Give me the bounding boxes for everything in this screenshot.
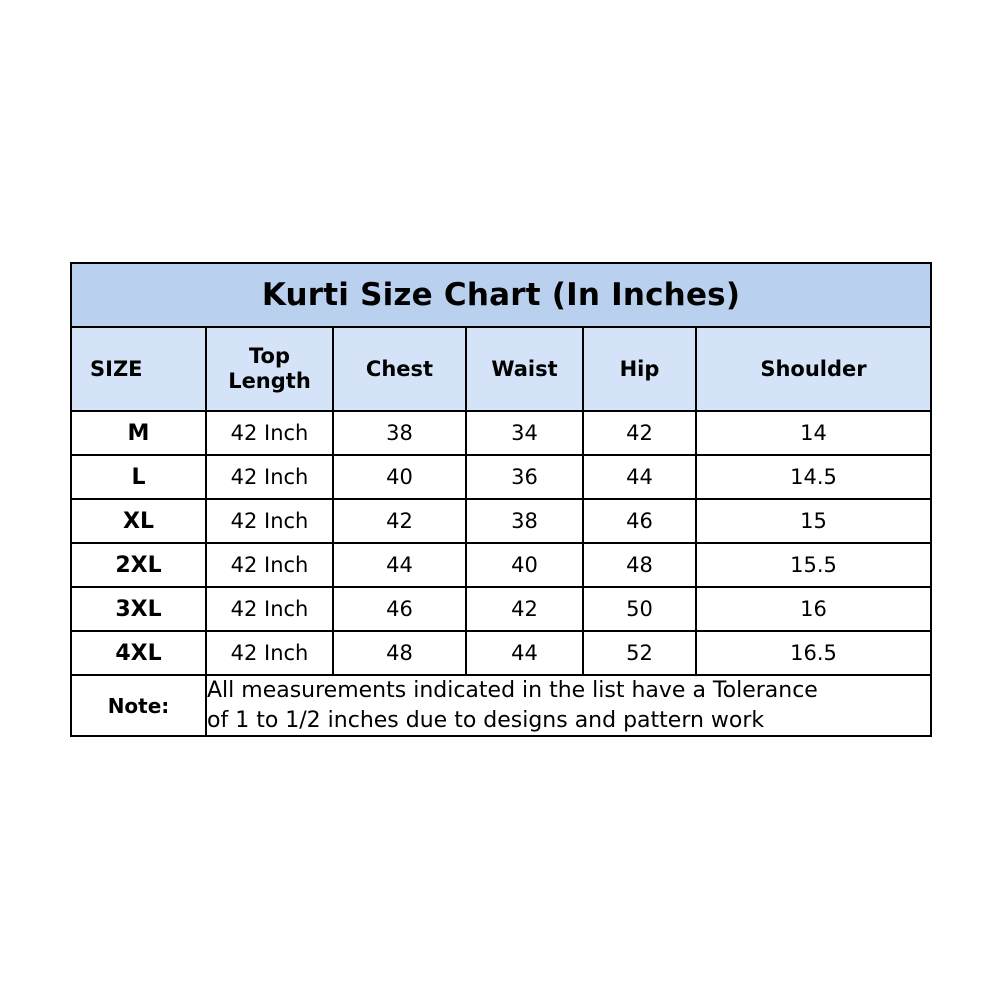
table-note-row xyxy=(71,675,931,736)
column-header-top-length xyxy=(206,327,333,411)
cell-chest: 38 xyxy=(333,411,466,455)
cell-top-length: 42 Inch xyxy=(206,411,333,455)
table-title-row xyxy=(71,263,931,327)
column-header-top-length-line1: Top xyxy=(249,344,290,369)
column-header-size: SIZE xyxy=(71,327,206,411)
column-header-waist: Waist xyxy=(466,327,583,411)
table-row xyxy=(71,587,931,631)
cell-hip: 48 xyxy=(583,543,696,587)
cell-waist: 34 xyxy=(466,411,583,455)
cell-shoulder: 14.5 xyxy=(696,455,931,499)
note-text xyxy=(206,675,931,736)
cell-top-length: 42 Inch xyxy=(206,543,333,587)
cell-size: 4XL xyxy=(71,631,206,675)
cell-waist: 44 xyxy=(466,631,583,675)
cell-shoulder: 15.5 xyxy=(696,543,931,587)
cell-size: 3XL xyxy=(71,587,206,631)
cell-hip: 50 xyxy=(583,587,696,631)
cell-top-length: 42 Inch xyxy=(206,587,333,631)
cell-chest: 48 xyxy=(333,631,466,675)
size-chart-container xyxy=(70,262,930,737)
table-row xyxy=(71,499,931,543)
cell-chest: 46 xyxy=(333,587,466,631)
note-label: Note: xyxy=(71,675,206,736)
chart-title: Kurti Size Chart (In Inches) xyxy=(71,263,931,327)
column-header-shoulder: Shoulder xyxy=(696,327,931,411)
cell-size: M xyxy=(71,411,206,455)
column-header-hip: Hip xyxy=(583,327,696,411)
cell-hip: 44 xyxy=(583,455,696,499)
column-header-top-length-line2: Length xyxy=(228,369,311,393)
table-row xyxy=(71,543,931,587)
cell-size: L xyxy=(71,455,206,499)
cell-chest: 42 xyxy=(333,499,466,543)
cell-shoulder: 14 xyxy=(696,411,931,455)
column-header-chest: Chest xyxy=(333,327,466,411)
cell-waist: 36 xyxy=(466,455,583,499)
cell-waist: 40 xyxy=(466,543,583,587)
cell-hip: 42 xyxy=(583,411,696,455)
cell-chest: 40 xyxy=(333,455,466,499)
table-row xyxy=(71,411,931,455)
cell-hip: 46 xyxy=(583,499,696,543)
table-row xyxy=(71,455,931,499)
note-text-line2: of 1 to 1/2 inches due to designs and pattern work xyxy=(207,707,765,733)
cell-size: XL xyxy=(71,499,206,543)
cell-top-length: 42 Inch xyxy=(206,499,333,543)
cell-waist: 38 xyxy=(466,499,583,543)
cell-hip: 52 xyxy=(583,631,696,675)
table-header-row xyxy=(71,327,931,411)
cell-top-length: 42 Inch xyxy=(206,455,333,499)
cell-size: 2XL xyxy=(71,543,206,587)
cell-shoulder: 15 xyxy=(696,499,931,543)
table-row xyxy=(71,631,931,675)
cell-shoulder: 16 xyxy=(696,587,931,631)
note-text-line1: All measurements indicated in the list have a Tolerance xyxy=(207,678,818,703)
cell-chest: 44 xyxy=(333,543,466,587)
cell-waist: 42 xyxy=(466,587,583,631)
cell-shoulder: 16.5 xyxy=(696,631,931,675)
cell-top-length: 42 Inch xyxy=(206,631,333,675)
kurti-size-chart-table xyxy=(70,262,932,737)
